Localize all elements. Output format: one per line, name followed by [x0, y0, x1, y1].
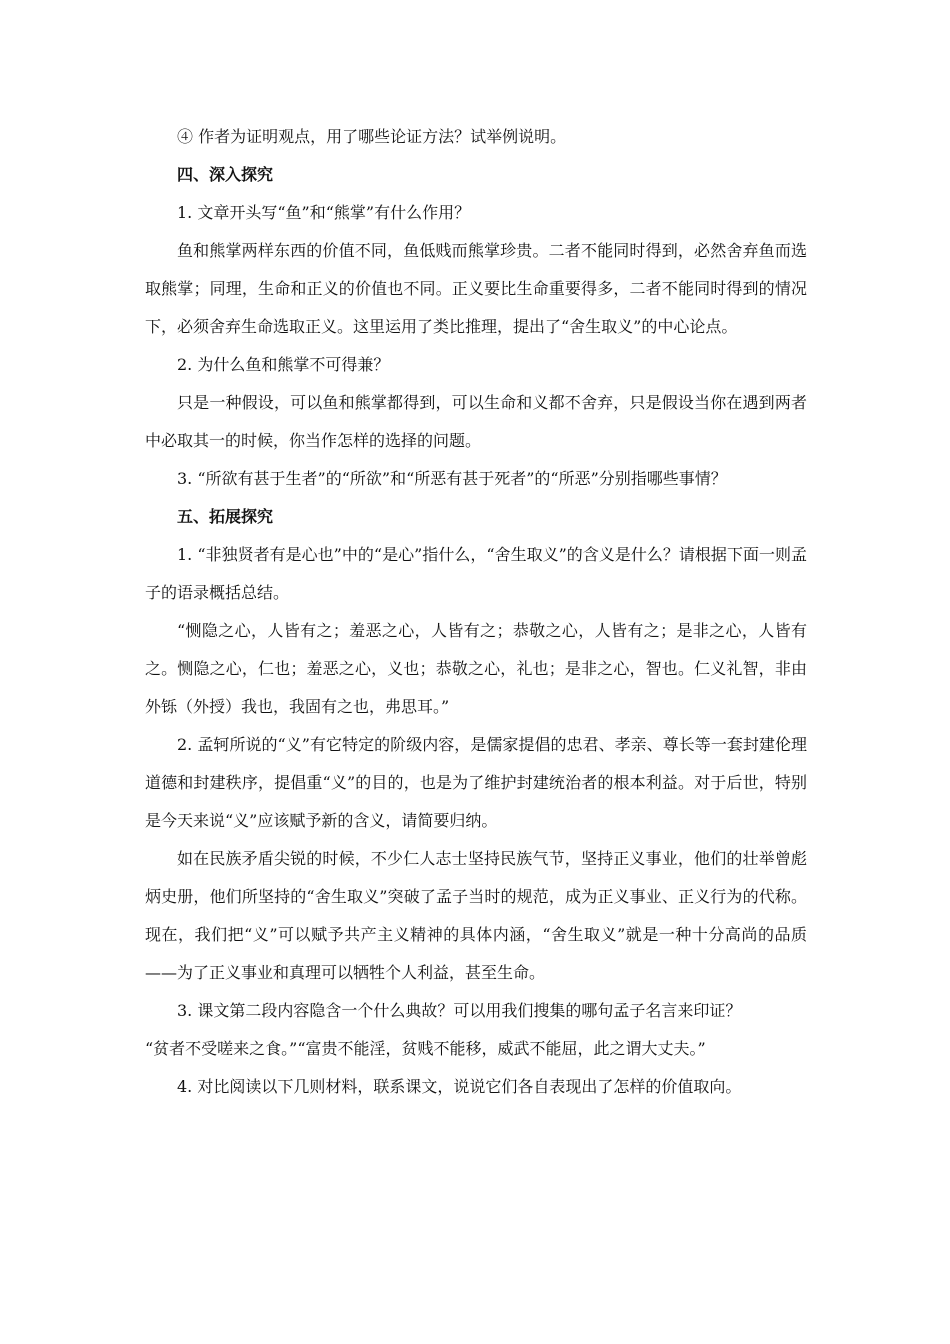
section4-answer-1: 鱼和熊掌两样东西的价值不同，鱼低贱而熊掌珍贵。二者不能同时得到，必然舍弃鱼而选取熊掌；同理，生命和正义的价值也不同。正义要比生命重要得多，二者不能同时得到的情况下，必须舍弃生命选取正义。这里运用了类比推理，提出了“舍生取义”的中心论点。 [145, 241, 807, 336]
section5-answer-3: “贫者不受嗟来之食。”“富贵不能淫，贫贱不能移，威武不能屈，此之谓大丈夫。” [145, 1039, 706, 1058]
section5-question-1: 1. “非独贤者有是心也”中的“是心”指什么，“舍生取义”的含义是什么？请根据下面一则孟子的语录概括总结。 [145, 545, 807, 602]
document-page [145, 118, 807, 1106]
section4-heading: 四、深入探究 [177, 165, 274, 184]
section4-question-1: 1. 文章开头写“鱼”和“熊掌”有什么作用？ [177, 203, 471, 222]
section5-quote-1: “恻隐之心，人皆有之；羞恶之心，人皆有之；恭敬之心，人皆有之；是非之心，人皆有之。恻隐之心，仁也；羞恶之心，义也；恭敬之心，礼也；是非之心，智也。仁义礼智，非由外铄（外授）我也，我固有之也，弗思耳。” [145, 621, 807, 716]
section5-heading: 五、拓展探究 [177, 507, 274, 526]
section4-question-2: 2. 为什么鱼和熊掌不可得兼？ [177, 355, 390, 374]
section5-answer-2: 如在民族矛盾尖锐的时候，不少仁人志士坚持民族气节，坚持正义事业，他们的壮举曾彪炳史册，他们所坚持的“舍生取义”突破了孟子当时的规范，成为正义事业、正义行为的代称。现在，我们把“义”可以赋予共产主义精神的具体内涵，“舍生取义”就是一种十分高尚的品质——为了正义事业和真理可以牺牲个人利益，甚至生命。 [145, 849, 807, 982]
section4-question-3: 3. “所欲有甚于生者”的“所欲”和“所恶有甚于死者”的“所恶”分别指哪些事情？ [177, 469, 727, 488]
section5-question-2: 2. 孟轲所说的“义”有它特定的阶级内容，是儒家提倡的忠君、孝亲、尊长等一套封建伦理道德和封建秩序，提倡重“义”的目的，也是为了维护封建统治者的根本利益。对于后世，特别是今天来说“义”应该赋予新的含义，请简要归纳。 [145, 735, 807, 830]
section3-item4: ④ 作者为证明观点，用了哪些论证方法？试举例说明。 [177, 127, 567, 146]
section5-question-4: 4. 对比阅读以下几则材料，联系课文，说说它们各自表现出了怎样的价值取向。 [177, 1077, 742, 1096]
section4-answer-2: 只是一种假设，可以鱼和熊掌都得到，可以生命和义都不舍弃，只是假设当你在遇到两者中必取其一的时候，你当作怎样的选择的问题。 [145, 393, 807, 450]
section5-question-3: 3. 课文第二段内容隐含一个什么典故？可以用我们搜集的哪句孟子名言来印证？ [177, 1001, 742, 1020]
